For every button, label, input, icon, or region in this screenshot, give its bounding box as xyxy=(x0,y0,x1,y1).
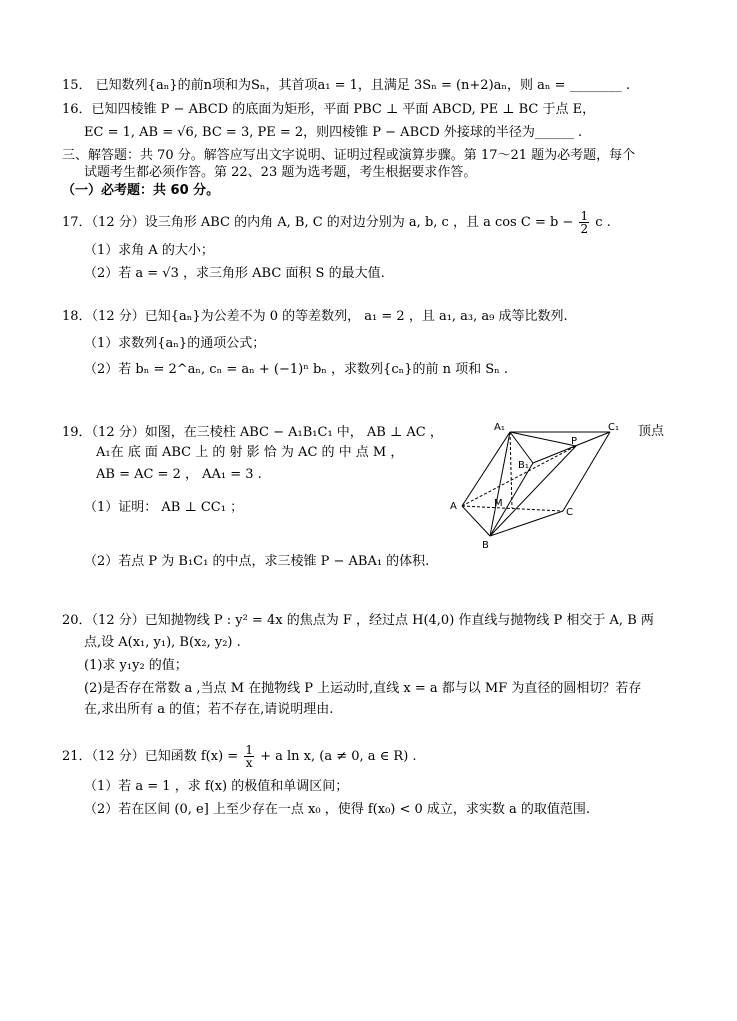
section3-line1: 三、解答题：共 70 分。解答应写出文字说明、证明过程或演算步骤。第 17～21 题为必考题，每个 xyxy=(62,148,636,163)
q16-line1: 16．已知四棱锥 P − ABCD 的底面为矩形，平面 PBC ⊥ 平面 ABCD, PE ⊥ BC 于点 E， xyxy=(62,102,596,117)
q19-line3: AB = AC = 2 ， AA₁ = 3 . xyxy=(96,467,262,482)
q21-tail: + a ln x, (a ≠ 0, a ∈ R) . xyxy=(260,749,417,764)
q16-line2: EC = 1, AB = √6, BC = 3, PE = 2，则四棱锥 P − ABCD 外接球的半径为______ . xyxy=(84,125,583,140)
label-c: C xyxy=(566,507,573,518)
q19-part1: （1）证明： AB ⊥ CC₁ ； xyxy=(84,500,244,515)
q20-part2b: 在,求出所有 a 的值；若不存在,请说明理由. xyxy=(84,702,334,717)
label-a: A xyxy=(450,501,457,512)
q21-part1: （1）若 a = 1 ，求 f(x) 的极值和单调区间； xyxy=(84,779,349,794)
q17-tail: c . xyxy=(595,215,611,230)
q21-head-text: 21．（12 分）已知函数 f(x) = xyxy=(62,749,239,764)
q17-fraction xyxy=(579,210,589,235)
prism-figure xyxy=(448,418,638,552)
section3-line2: 试题考生都必须作答。第 22、23 题为选考题，考生根据要求作答。 xyxy=(84,165,477,180)
q15-text: 15． 已知数列{aₙ}的前n项和为Sₙ，其首项a₁ = 1，且满足 3Sₙ = (n+2)aₙ，则 aₙ = ________ . xyxy=(62,78,630,93)
q17-frac-den: 2 xyxy=(580,222,589,236)
q18-part1: （1）求数列{aₙ}的通项公式； xyxy=(84,336,266,351)
segment-bp xyxy=(490,446,576,536)
q17-part2: （2）若 a = √3 ，求三角形 ABC 面积 S 的最大值. xyxy=(84,266,385,281)
q20-part1: (1)求 y₁y₂ 的值； xyxy=(84,658,188,673)
q19-head-right: 顶点 xyxy=(638,424,665,439)
label-p: P xyxy=(571,436,578,447)
q18-part2: （2）若 bₙ = 2^aₙ, cₙ = aₙ + (−1)ⁿ bₙ ，求数列{cₙ}的前 n 项和 Sₙ . xyxy=(84,362,509,377)
q17-frac-num: 1 xyxy=(580,209,589,223)
edge-ab xyxy=(462,506,490,536)
edge-bc xyxy=(490,511,563,536)
segment-ap xyxy=(462,446,576,506)
q17-head-text: 17．（12 分）设三角形 ABC 的内角 A, B, C 的对边分别为 a, b, c ，且 a cos C = b − xyxy=(62,215,574,230)
q19-head: 19．（12 分）如图，在三棱柱 ABC − A₁B₁C₁ 中， AB ⊥ AC ， xyxy=(62,425,443,440)
q17-head xyxy=(62,210,611,236)
q21-head xyxy=(62,744,417,770)
q19-line2: A₁在 底 面 ABC 上 的 射 影 恰 为 AC 的 中 点 M ， xyxy=(96,445,404,460)
q18-head: 18．（12 分）已知{aₙ}为公差不为 0 的等差数列， a₁ = 2 ，且 a₁, a₃, a₉ 成等比数列. xyxy=(62,309,568,324)
q21-fraction xyxy=(244,744,254,769)
label-c1: C₁ xyxy=(608,422,619,433)
segment-a1m xyxy=(510,432,512,508)
required-heading: （一）必考题：共 60 分。 xyxy=(62,183,220,198)
q21-frac-num: 1 xyxy=(245,743,253,757)
label-a1: A₁ xyxy=(494,422,505,433)
segment-a1p xyxy=(510,432,576,446)
label-b1: B₁ xyxy=(518,460,529,471)
label-b: B xyxy=(482,540,489,551)
q20-part2a: (2)是否存在常数 a ,当点 M 在抛物线 P 上运动时,直线 x = a 都与以 MF 为直径的圆相切？若存 xyxy=(84,681,642,696)
label-m: M xyxy=(494,498,503,509)
q20-line2: 点,设 A(x₁, y₁), B(x₂, y₂) . xyxy=(84,635,241,650)
edge-ac xyxy=(462,506,563,511)
q17-part1: （1）求角 A 的大小； xyxy=(84,243,214,258)
q21-frac-den: x xyxy=(245,756,253,770)
q19-part2: （2）若点 P 为 B₁C₁ 的中点，求三棱锥 P − ABA₁ 的体积. xyxy=(84,554,430,569)
q20-line1: 20．（12 分）已知抛物线 P : y² = 4x 的焦点为 F ，经过点 H(4,0) 作直线与抛物线 P 相交于 A, B 两 xyxy=(62,613,654,628)
q21-part2: （2）若在区间 (0, e] 上至少存在一点 x₀ ，使得 f(x₀) < 0 成立，求实数 a 的取值范围. xyxy=(84,802,591,817)
